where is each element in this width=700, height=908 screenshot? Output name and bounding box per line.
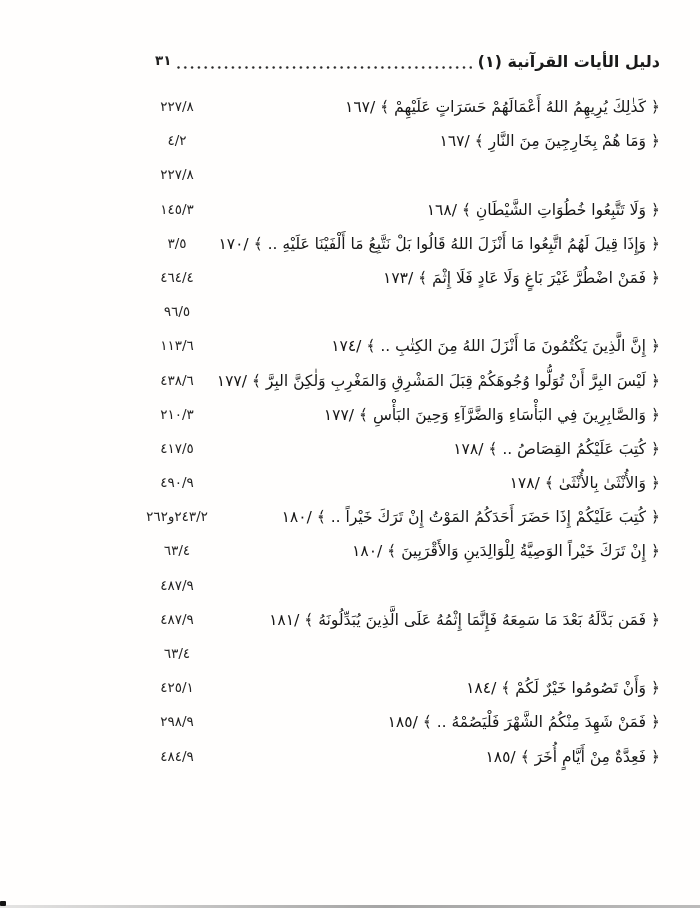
verse-text: ﴿ وَأَنْ تَصُومُوا خَيْرٌ لَكُمْ ﴾ /١٨٤ — [466, 679, 660, 698]
page-ref: ٩٦/٥ — [163, 304, 191, 321]
verse-text: ﴿ كُتِبَ عَلَيْكُمْ إِذَا حَضَرَ أَحَدَكُمُ المَوْتُ إِنْ تَرَكَ خَيْراً .. ﴾ /١٨٠ — [281, 508, 660, 527]
entry-row — [0, 158, 700, 192]
page-ref: ٢١٠/٣ — [160, 406, 194, 423]
entry-row — [0, 329, 700, 363]
entry-row — [0, 432, 700, 466]
verse-text: ﴿ وَإِذَا قِيلَ لَهُمُ اتَّبِعُوا مَا أَنْزَلَ اللهُ قَالُوا بَلْ نَتَّبِعُ مَا أَلْفَيْنَا عَلَيْهِ .. ﴾ /١٧٠ — [218, 234, 660, 253]
entry-row — [0, 569, 700, 603]
entry-row — [0, 671, 700, 705]
verse-text: ﴿ وَالصَّابِرِينَ فِي البَأْسَاءِ وَالضَّرَّآءِ وَحِينَ البَأْسِ ﴾ /١٧٧ — [323, 405, 660, 424]
page-ref: ٤٢٥/١ — [160, 680, 194, 697]
entry-row — [0, 466, 700, 500]
entry-row — [0, 364, 700, 398]
page-ref: ٢٩٨/٩ — [160, 714, 194, 731]
page-ref: ٤٩٠/٩ — [160, 475, 194, 492]
page-ref: ٤/٢ — [167, 133, 187, 150]
page-ref: ٤٣٨/٦ — [160, 372, 194, 389]
page-ref: ٤٨٧/٩ — [160, 611, 194, 628]
entry-row — [0, 124, 700, 158]
verse-text: ﴿ كُتِبَ عَلَيْكُمُ القِصَاصُ .. ﴾ /١٧٨ — [453, 439, 660, 458]
page-ref: ٤٦٤/٤ — [160, 269, 194, 286]
verse-text: ﴿ فَعِدَّةٌ مِنْ أَيَّامٍ أُخَرَ ﴾ /١٨٥ — [485, 747, 660, 766]
page-ref: ٢٢٧/٨ — [160, 99, 194, 115]
verse-text: ﴿ لَيْسَ البِرَّ أَنْ تُوَلُّوا وُجُوهَكُمْ قِبَلَ المَشْرِقِ وَالمَغْرِبِ وَلٰكِنَّ البِرَّ ﴾ /١٧٧ — [216, 371, 660, 390]
page-ref: ٦٣/٤ — [163, 646, 191, 662]
dot-leader — [177, 66, 471, 69]
page-ref: ٤٨٧/٩ — [160, 577, 194, 594]
entry-row — [0, 90, 700, 124]
verse-text: ﴿ كَذٰلِكَ يُرِيهِمُ اللهُ أَعْمَالَهُمْ حَسَرَاتٍ عَلَيْهِمْ ﴾ /١٦٧ — [345, 98, 660, 116]
entry-row — [0, 295, 700, 329]
verse-text: ﴿ وَالأُنْثَىٰ بِالأُنْثَىٰ ﴾ /١٧٨ — [509, 474, 660, 493]
entry-row — [0, 603, 700, 637]
entry-row — [0, 705, 700, 739]
entry-row — [0, 740, 700, 774]
page-number: ٣١ — [155, 53, 172, 69]
verse-text: ﴿ فَمَنْ شَهِدَ مِنْكُمُ الشَّهْرَ فَلْيَصُمْهُ .. ﴾ /١٨٥ — [387, 713, 660, 732]
verse-text: ﴿ وَمَا هُمْ بِخَارِجِينَ مِنَ النَّارِ ﴾ /١٦٧ — [439, 132, 660, 151]
entry-row — [0, 261, 700, 295]
page-ref: ٦٣/٤ — [163, 543, 191, 560]
entry-row — [0, 500, 700, 534]
page-ref: ٣/٥ — [167, 235, 187, 252]
verse-text: ﴿ فَمَن بَدَّلَهُ بَعْدَ مَا سَمِعَهُ فَإِنَّمَا إِثْمُهُ عَلَى الَّذِينَ يُبَدِّلُونَهُ ﴾ /١٨١ — [269, 610, 660, 629]
verse-text: ﴿ فَمَنْ اضْطُرَّ غَيْرَ بَاغٍ وَلَا عَادٍ فَلَا إِثْمَ ﴾ /١٧٣ — [383, 268, 660, 287]
verse-text: ﴿ إِنَّ الَّذِينَ يَكْتُمُونَ مَا أَنْزَلَ اللهُ مِنَ الكِتٰبِ .. ﴾ /١٧٤ — [331, 337, 660, 356]
page-ref: ١١٣/٦ — [160, 338, 194, 355]
entry-row — [0, 637, 700, 671]
entry-row — [0, 227, 700, 261]
page-ref: ٤١٧/٥ — [160, 440, 194, 457]
page-ref: ٢٤٣/٢و٢٦٢ — [146, 509, 208, 526]
page-ref: ١٤٥/٣ — [160, 201, 194, 218]
entry-row — [0, 193, 700, 227]
book-title: دليل الأيات القرآنية (١) — [477, 51, 660, 71]
verse-index-list — [0, 90, 700, 774]
verse-text: ﴿ إِنْ تَرَكَ خَيْراً الوَصِيَّةُ لِلْوَالِدَينِ وَالأَقْرَبِينَ ﴾ /١٨٠ — [352, 542, 660, 561]
scan-corner-mark — [0, 901, 6, 906]
page-ref: ٢٢٧/٨ — [160, 167, 194, 184]
entry-row — [0, 398, 700, 432]
page-ref: ٤٨٤/٩ — [160, 748, 194, 765]
page-header — [155, 44, 660, 78]
verse-text: ﴿ وَلَا تَتَّبِعُوا خُطُوَاتِ الشَّيْطَانِ ﴾ /١٦٨ — [426, 200, 660, 219]
entry-row — [0, 534, 700, 568]
